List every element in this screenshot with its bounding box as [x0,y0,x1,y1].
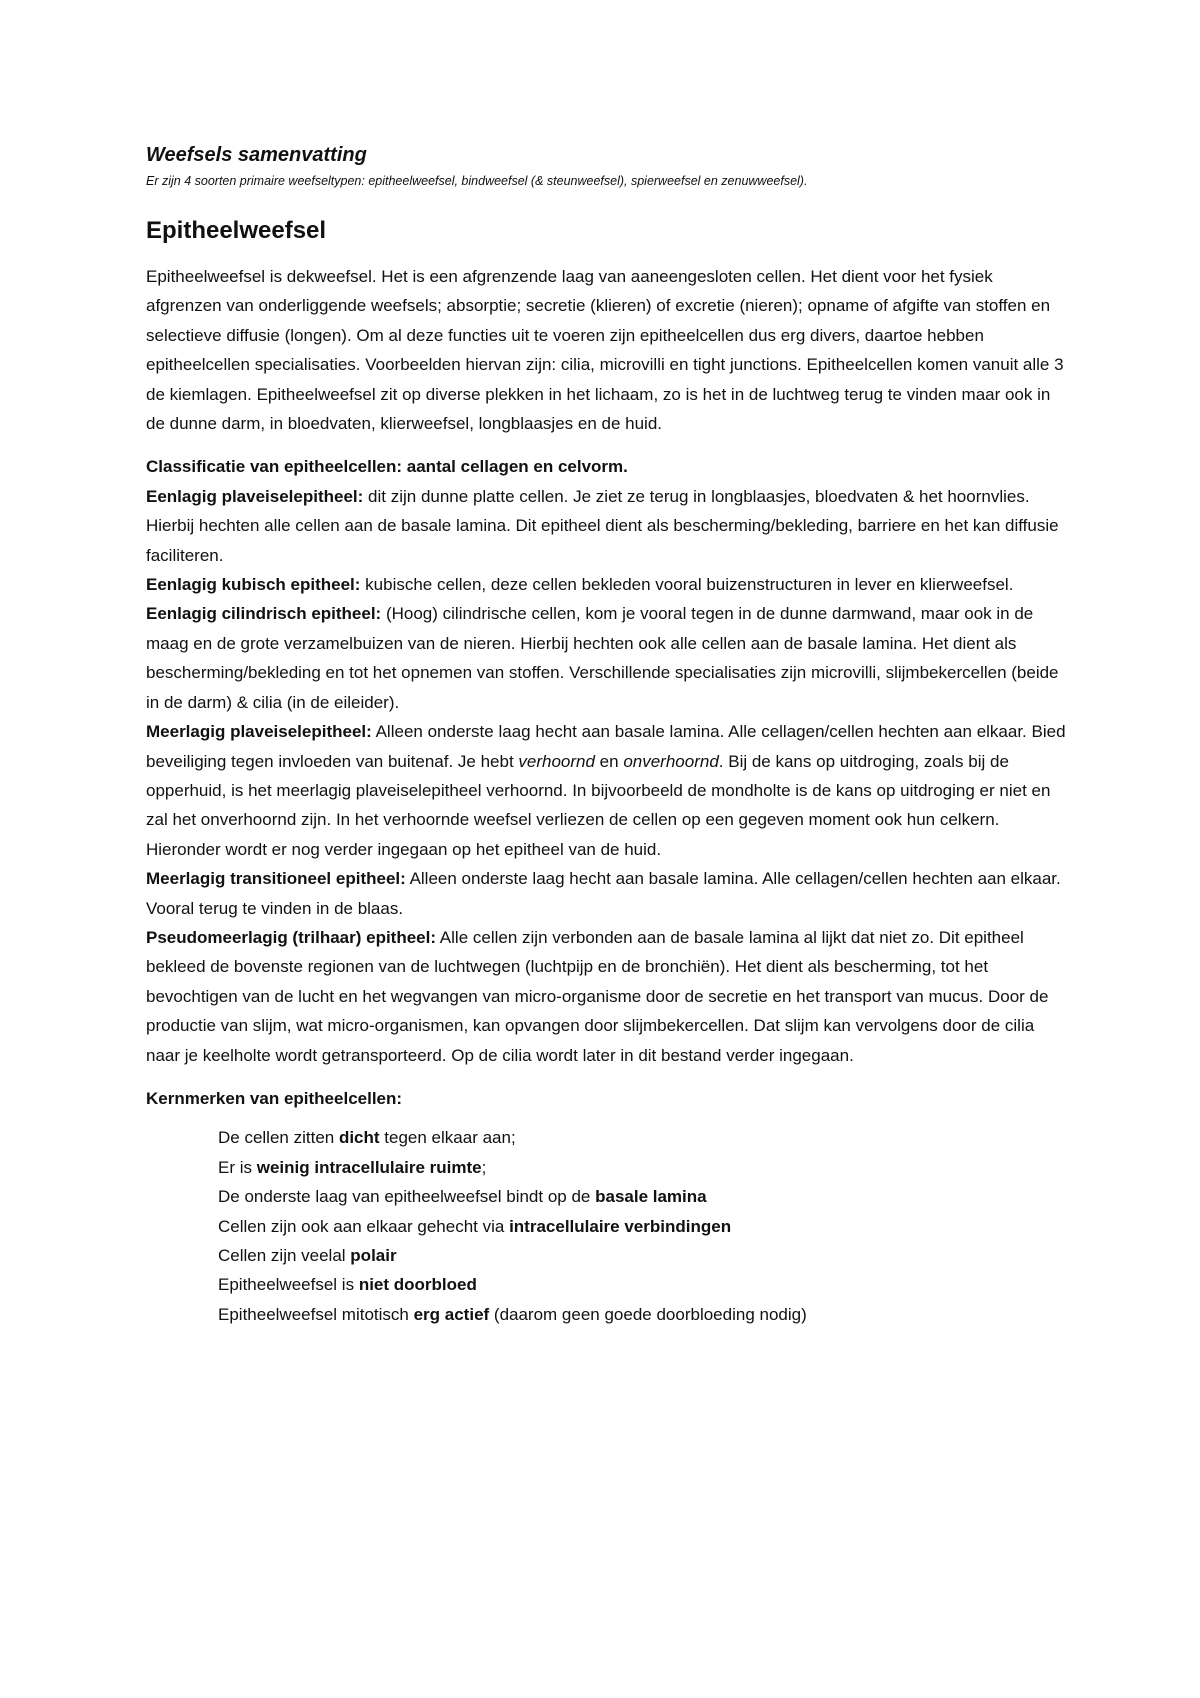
document-subtitle: Er zijn 4 soorten primaire weefseltypen: epitheelweefsel, bindweefsel (& steunweefsel), spierweefsel en zenuwweefsel). [146,174,808,188]
entry-text: Alleen onderste laag hecht aan basale lamina. Alle cellagen/cellen hechten aan elkaar. Vooral terug te vinden in de blaas. [146,869,1061,918]
document-title: Weefsels samenvatting [146,144,367,166]
list-item: Er is weinig intracellulaire ruimte; [218,1157,487,1177]
entry-italic: verhoornd [518,751,595,771]
list-item: Epitheelweefsel mitotisch erg actief (daarom geen goede doorbloeding nodig) [218,1304,807,1324]
entry-text: (Hoog) cilindrische cellen, kom je vooral tegen in de dunne darmwand, maar ook in de maag en de grote verzamelbuizen van de nieren. Hierbij hechten ook alle cellen aan de basale lamina. Het dient als bescherming/bekleding en tot het opnemen van stoffen. Verschillende specialisaties zijn microvilli, slijmbekercellen (beide in de darm) & cilia (in de eileider). [146,604,1059,712]
classification-block [146,452,1071,1070]
document-page [146,142,1071,1329]
entry-term: Meerlagig plaveiselepitheel: [146,722,372,742]
intro-paragraph: Epitheelweefsel is dekweefsel. Het is een afgrenzende laag van aaneengesloten cellen. Het dient voor het fysiek afgrenzen van onderliggende weefsels; absorptie; secretie (klieren) of excretie (nieren); opname of afgifte van stoffen en selectieve diffusie (longen). Om al deze functies uit te voeren zijn epitheelcellen dus erg divers, daartoe hebben epitheelcellen specialisaties. Voorbeelden hiervan zijn: cilia, microvilli en tight junctions. Epitheelcellen komen vanuit alle 3 de kiemlagen. Epitheelweefsel zit op diverse plekken in het lichaam, zo is het in de luchtweg terug te vinden maar ook in de dunne darm, in bloedvaten, klierweefsel, longblaasjes en de huid. [146,267,1064,434]
entry-text: kubische cellen, deze cellen bekleden vooral buizenstructuren in lever en klierweefsel. [360,575,1014,595]
entry-term: Meerlagig transitioneel epitheel: [146,869,406,889]
classification-entry [146,864,1071,923]
entry-term: Eenlagig cilindrisch epitheel: [146,604,382,624]
list-item: Cellen zijn ook aan elkaar gehecht via intracellulaire verbindingen [218,1216,732,1236]
kernmerken-heading: Kernmerken van epitheelcellen: [146,1088,403,1108]
list-item: Cellen zijn veelal polair [218,1246,397,1265]
entry-text: . Bij de kans op uitdroging, zoals bij de opperhuid, is het meerlagig plaveiselepitheel verhoornd. In bijvoorbeeld de mondholte is de kans op uitdroging er niet en zal het onverhoornd zijn. In het verhoornde weefsel verliezen de cellen op een gegeven moment ook hun celkern. Hieronder wordt er nog verder ingegaan op het epitheel van de huid. [146,751,1051,859]
kernmerken-list [146,1123,1071,1329]
entry-term: Pseudomeerlagig (trilhaar) epitheel: [146,927,437,947]
list-item: Epitheelweefsel is niet doorbloed [218,1275,477,1295]
entry-term: Eenlagig kubisch epitheel: [146,575,361,595]
section-heading: Epitheelweefsel [146,217,327,244]
list-item: De cellen zitten dicht tegen elkaar aan; [218,1128,516,1148]
classification-entry [146,923,1071,1070]
entry-text: en [594,751,624,771]
entry-italic: onverhoornd [623,751,719,771]
entry-text: dit zijn dunne platte cellen. Je ziet ze terug in longblaasjes, bloedvaten & het hoornvlies. Hierbij hechten alle cellen aan de basale lamina. Dit epitheel dient als bescherming/bekleding, barriere en het kan diffusie faciliteren. [146,486,1059,565]
entry-text: Alle cellen zijn verbonden aan de basale lamina al lijkt dat niet zo. Dit epitheel bekleed de bovenste regionen van de luchtwegen (luchtpijp en de bronchiën). Het dient als bescherming, tot het bevochtigen van de lucht en het wegvangen van micro-organisme door de secretie en het transport van mucus. Door de productie van slijm, wat micro-organismen, kan opvangen door slijmbekercellen. Dat slijm kan vervolgens door de cilia naar je keelholte wordt getransporteerd. Op de cilia wordt later in dit bestand verder ingegaan. [146,927,1049,1065]
classification-entry [146,482,1071,570]
list-item: De onderste laag van epitheelweefsel bindt op de basale lamina [218,1187,707,1207]
classification-entry [146,599,1071,717]
classification-entry [146,717,1071,864]
classification-heading: Classificatie van epitheelcellen: aantal cellagen en celvorm. [146,457,628,477]
classification-entry [146,570,1071,599]
entry-term: Eenlagig plaveiselepitheel: [146,486,364,506]
entry-text: Alleen onderste laag hecht aan basale lamina. Alle cellagen/cellen hechten aan elkaar. Bied beveiliging tegen invloeden van buitenaf. Je hebt [146,722,1066,771]
